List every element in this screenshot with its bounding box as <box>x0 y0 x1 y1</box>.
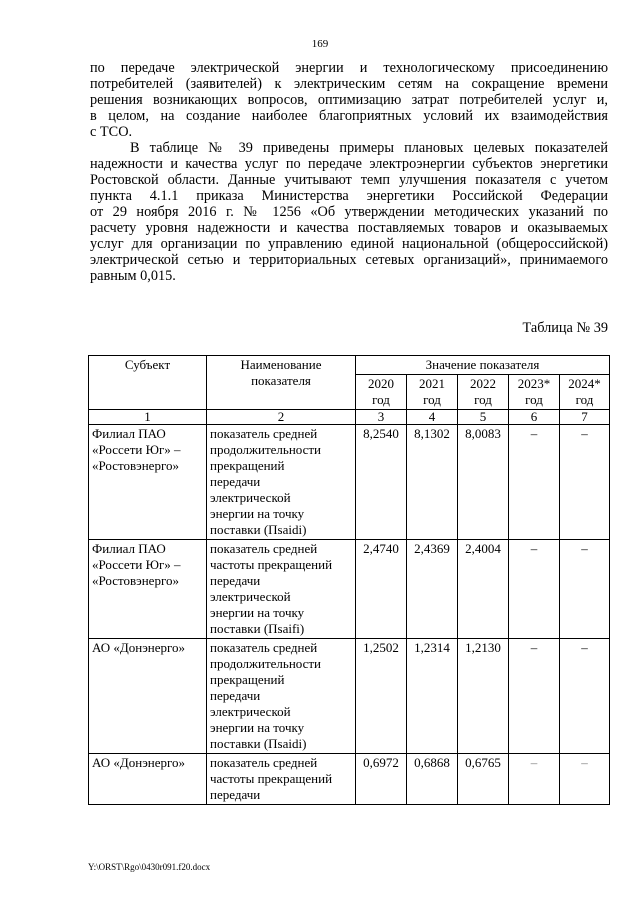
value-cell: – <box>560 639 610 754</box>
footer-file-path: Y:\ORST\Rgo\0430r091.f20.docx <box>88 862 211 872</box>
paragraph-continuation <box>90 60 608 140</box>
paragraph-table-intro <box>90 140 608 284</box>
value-cell: 0,6868 <box>407 754 458 805</box>
text-line: Ростовской области. Данные учитывают темп улучшения показателя с учетом <box>90 172 608 188</box>
subject-cell: АО «Донэнерго» <box>89 639 207 754</box>
column-number: 6 <box>509 410 560 425</box>
text-line: с ТСО. <box>90 124 133 140</box>
table-header-row <box>89 356 610 375</box>
text-line: В таблице № 39 приведены примеры плановых целевых показателей <box>130 140 608 156</box>
text-line: решения возникающих вопросов, оптимизацию затрат потребителей услуг и, <box>90 92 608 108</box>
header-year: 2022 год <box>458 375 509 410</box>
value-cell: 1,2314 <box>407 639 458 754</box>
column-number: 2 <box>207 410 356 425</box>
text-line: равным 0,015. <box>90 268 176 284</box>
value-cell: – <box>560 754 610 805</box>
value-cell: 1,2130 <box>458 639 509 754</box>
text-line: по передаче электрической энергии и технологическому присоединению <box>90 60 608 76</box>
text-line: пункта 4.1.1 приказа Министерства энергетики Российской Федерации <box>90 188 608 204</box>
table-row <box>89 639 610 754</box>
header-year: 2024* год <box>560 375 610 410</box>
value-cell: – <box>509 639 560 754</box>
value-cell: 0,6765 <box>458 754 509 805</box>
value-cell: – <box>509 754 560 805</box>
header-indicator-line: Наименование <box>240 357 322 372</box>
value-cell: 0,6972 <box>356 754 407 805</box>
value-cell: – <box>560 425 610 540</box>
column-number: 3 <box>356 410 407 425</box>
header-indicator <box>207 356 356 410</box>
table-row <box>89 540 610 639</box>
text-line: расчету уровня надежности и качества поставляемых товаров и оказываемых <box>90 220 608 236</box>
indicator-cell: показатель средней частоты прекращений передачи электрической энергии на точку поставки (Пsaifi) <box>207 540 356 639</box>
body-text <box>90 60 608 284</box>
value-cell: 8,0083 <box>458 425 509 540</box>
text-line: потребителей (заявителей) к электрическим сетям на сокращение времени <box>90 76 608 92</box>
value-cell: 1,2502 <box>356 639 407 754</box>
value-cell: – <box>560 540 610 639</box>
subject-cell: Филиал ПАО «Россети Юг» – «Ростовэнерго» <box>89 425 207 540</box>
header-subject: Субъект <box>89 356 207 410</box>
subject-cell: Филиал ПАО «Россети Юг» – «Ростовэнерго» <box>89 540 207 639</box>
column-number: 5 <box>458 410 509 425</box>
page-number: 169 <box>311 38 329 50</box>
indicators-table <box>88 355 610 805</box>
text-line: электрической сетью и территориальных сетевых организаций», принимаемого <box>90 252 608 268</box>
indicator-cell: показатель средней продолжительности прекращений передачи электрической энергии на точку поставки (Пsaidi) <box>207 639 356 754</box>
column-numbers-row <box>89 410 610 425</box>
header-year: 2020 год <box>356 375 407 410</box>
indicator-cell: показатель средней частоты прекращений передачи <box>207 754 356 805</box>
text-line: услуг для организации по управлению единой национальной (общероссийской) <box>90 236 608 252</box>
value-cell: – <box>509 540 560 639</box>
value-cell: 8,2540 <box>356 425 407 540</box>
table-row <box>89 754 610 805</box>
column-number: 7 <box>560 410 610 425</box>
text-line: от 29 ноября 2016 г. № 1256 «Об утверждении методических указаний по <box>90 204 608 220</box>
column-number: 1 <box>89 410 207 425</box>
indicator-cell: показатель средней продолжительности прекращений передачи электрической энергии на точку поставки (Пsaidi) <box>207 425 356 540</box>
table-caption: Таблица № 39 <box>522 320 608 336</box>
value-cell: 2,4369 <box>407 540 458 639</box>
subject-cell: АО «Донэнерго» <box>89 754 207 805</box>
header-year: 2023* год <box>509 375 560 410</box>
value-cell: 8,1302 <box>407 425 458 540</box>
header-year: 2021 год <box>407 375 458 410</box>
table-row <box>89 425 610 540</box>
value-cell: 2,4004 <box>458 540 509 639</box>
text-line: в целом, на создание наиболее благоприятных условий их взаимодействия <box>90 108 608 124</box>
column-number: 4 <box>407 410 458 425</box>
value-cell: 2,4740 <box>356 540 407 639</box>
header-indicator-line: показателя <box>251 373 311 388</box>
header-value: Значение показателя <box>356 356 610 375</box>
value-cell: – <box>509 425 560 540</box>
text-line: надежности и качества услуг по передаче электроэнергии субъектов энергетики <box>90 156 608 172</box>
